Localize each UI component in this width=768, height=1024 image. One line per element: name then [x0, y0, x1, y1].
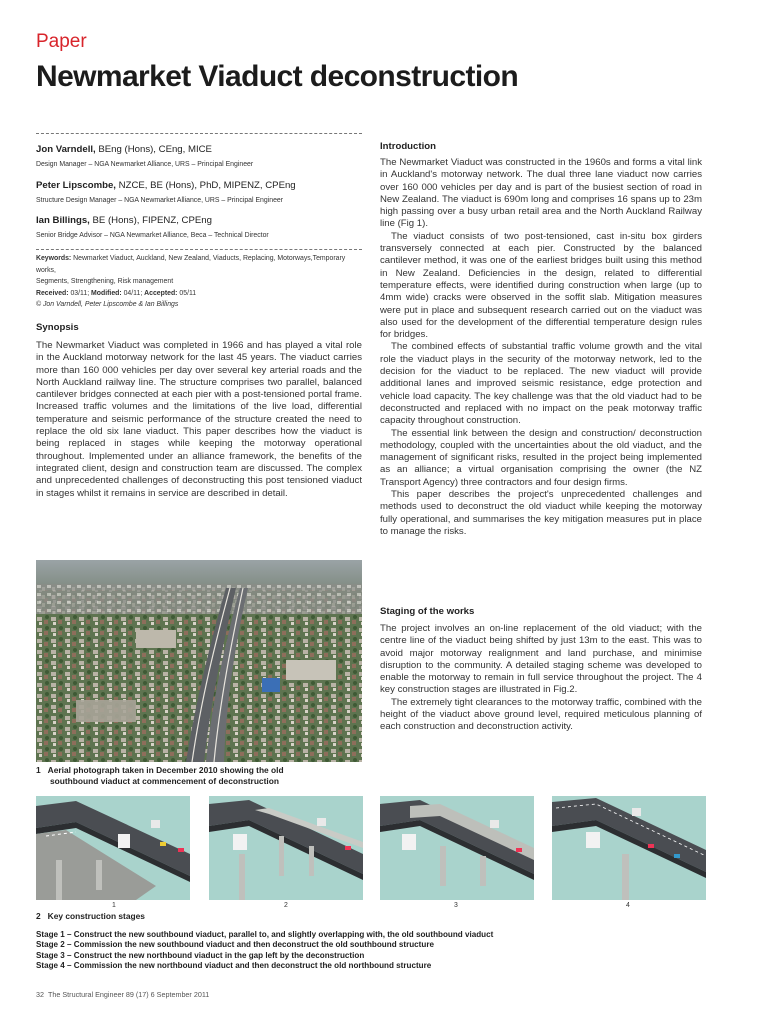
paragraph: The viaduct consists of two post-tensioned, cast in-situ box girders transversely connected at each pier. Constructed by the balanced cantilever method, it was one of the earliest bridges built using this method in New Zealand. Deficiencies in the design, related to differential temperature effects, were identified during construction when large (up to 4mm wide) cracks were observed in the soffit slab. Mitigation measures were put in place and subsequent research carried out on the viaduct was also used for the development of the differential temperature design rules for bridges.	[380, 230, 702, 341]
stage-number: 2	[284, 902, 288, 909]
page-number: 32	[36, 990, 44, 999]
stage-3-illustration	[380, 796, 534, 900]
paper-title: Newmarket Viaduct deconstruction	[36, 60, 519, 93]
stage-4-illustration	[552, 796, 706, 900]
paragraph: The Newmarket Viaduct was constructed in the 1960s and forms a vital link in Auckland's motorway network. The dual three lane viaduct now carries over 160 000 vehicles per day and is part of the busiest section of road in New Zealand. The viaduct is 690m long and comprises 16 spans up to 23m high passing over a busy urban retail area and the North Auckland Railway line (Fig 1).	[380, 157, 702, 230]
author-block-1	[36, 144, 362, 169]
author-role: Design Manager – NGA Newmarket Alliance, URS – Principal Engineer	[36, 161, 254, 168]
synopsis-paragraph: The Newmarket Viaduct was completed in 1966 and has played a vital role in the Auckland motorway network for the last 45 years. The viaduct carries more than 160 000 vehicles per day over several key arterial roads and the North Auckland railway line. The structure comprises two parallel, balanced cantilever bridges connected at each pier with a post-tensioned portal frame. Increased traffic volumes and the limitations of the live load, differential temperature and seismic performance of the structure created the need to replace the old six lane viaduct. This paper describes how the viaduct is being replaced in stages while keeping the motorway operational throughout. Implemented under an alliance framework, the benefits of the integrated client, design and construction team are discussed. The complex and unprecedented challenges of deconstructing this post tensioned viaduct in stages whilst it remains in service are described in detail.	[36, 340, 362, 499]
divider	[36, 249, 362, 250]
introduction-text	[380, 157, 702, 538]
paragraph: The project involves an on-line replacement of the old viaduct; with the centre line of the viaduct being shifted by just 13m to the east. This was to avoid major motorway realignment and land purchase, and minimise disruption to the community. A detailed staging scheme was developed to enable the motorway to remain in full service throughout the project. The 4 key construction stages are illustrated in Fig.2.	[380, 623, 702, 696]
stage-item: Stage 1 – Construct the new southbound viaduct, parallel to, and slightly overlapping with, the old southbound viaduct	[36, 930, 494, 939]
staging-text	[380, 623, 702, 734]
stage-item: Stage 3 – Construct the new northbound viaduct in the gap left by the deconstruction	[36, 950, 365, 960]
paragraph: The extremely tight clearances to the motorway traffic, combined with the height of the viaduct above ground level, required meticulous planning of each construction and deconstruction activity.	[380, 696, 702, 733]
author-name: Peter Lipscombe, NZCE, BE (Hons), PhD, MIPENZ, CPEng	[36, 180, 296, 191]
paragraph: The combined effects of substantial traffic volume growth and the vital role the viaduct plays in the security of the motorway network, led to the decision for the viaduct to be replaced. The new viaduct will provide additional lanes and improved seismic resistance, edge protection and vehicle load capacity. The key challenge was that the old viaduct had to be deconstructed and replaced with no impact on the peak motorway traffic capacity throughout construction.	[380, 341, 702, 427]
stage-item: Stage 4 – Commission the new northbound viaduct and then deconstruct the old northbound structure	[36, 961, 432, 971]
figure1-caption: 1 Aerial photograph taken in December 2010 showing the old southbound viaduct at commencement of deconstruction	[36, 765, 284, 786]
stage-number: 4	[626, 902, 630, 909]
stage-item: Stage 2 – Commission the new southbound viaduct and then deconstruct the old southbound structure	[36, 940, 434, 950]
synopsis-text	[36, 340, 362, 500]
stage-number: 3	[454, 902, 458, 909]
introduction-heading: Introduction	[380, 141, 436, 152]
section-label: Paper	[36, 31, 87, 52]
paragraph: The essential link between the design and construction/ deconstruction methodology, coupled with the uncertainties about the old viaduct, and the management of significant risks, resulted in the project being implemented as an alliance; a virtual organisation comprising the owner (the NZ Transport Agency) three contractors and four design firms.	[380, 427, 702, 488]
copyright: © Jon Varndell, Peter Lipscombe & Ian Billings	[36, 301, 179, 308]
author-block-2	[36, 180, 362, 205]
article-meta	[36, 253, 362, 311]
journal-citation: The Structural Engineer 89 (17) 6 September 2011	[48, 990, 210, 999]
figure-number: 2	[36, 911, 41, 921]
author-role: Senior Bridge Advisor – NGA Newmarket Alliance, Beca – Technical Director	[36, 232, 269, 239]
page-footer	[36, 990, 209, 999]
dates: Received: 03/11; Modified: 04/11; Accepted: 05/11	[36, 289, 197, 297]
stage-number: 1	[112, 902, 116, 909]
author-name: Ian Billings, BE (Hons), FIPENZ, CPEng	[36, 215, 212, 226]
figure2-caption: 2 Key construction stages	[36, 911, 145, 921]
synopsis-heading: Synopsis	[36, 322, 79, 333]
keywords: Keywords: Newmarket Viaduct, Auckland, New Zealand, Viaducts, Replacing, Motorways,Temporary works,	[36, 255, 346, 274]
keywords-cont: Segments, Strengthening, Risk management	[36, 278, 174, 285]
stage-list	[36, 930, 493, 972]
author-role: Structure Design Manager – NGA Newmarket Alliance, URS – Principal Engineer	[36, 197, 284, 204]
figure-number: 1	[36, 765, 41, 775]
stage-1-illustration	[36, 796, 190, 900]
divider	[36, 133, 362, 134]
staging-heading: Staging of the works	[380, 606, 475, 617]
aerial-photo-illustration	[36, 560, 362, 762]
author-name: Jon Varndell, BEng (Hons), CEng, MICE	[36, 144, 212, 155]
stage-2-illustration	[209, 796, 363, 900]
aerial-photo	[36, 560, 362, 762]
paragraph: This paper describes the project's unprecedented challenges and methods used to deconstruct the old viaduct while keeping the motorway fully operational, and summarises the key mitigation measures put in place to manage the risks.	[380, 489, 702, 537]
author-block-3	[36, 215, 362, 240]
